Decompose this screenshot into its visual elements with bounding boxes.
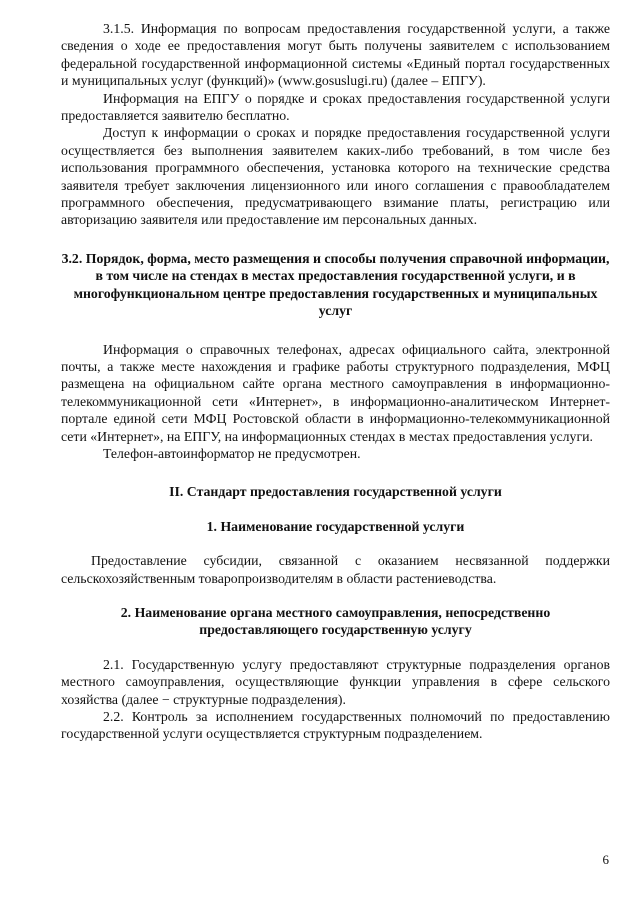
paragraph-info-phones: Информация о справочных телефонах, адресах официального сайта, электронной почты, а также месте нахождения и графике работы структурного подразделения, МФЦ размещена на официальном сайте органа местного самоуправления в информационно-телекоммуникационной сети «Интернет», в информационно-аналитическом Интернет-портале единой сети МФЦ Ростовской области в информационно-телекоммуникационной сети «Интернет», на ЕПГУ, на информационных стендах в местах предоставления услуги. — [61, 341, 610, 444]
paragraph-epgu-free: Информация на ЕПГУ о порядке и сроках предоставления государственной услуги предоставляется заявителю бесплатно. — [61, 90, 610, 124]
paragraph-access: Доступ к информации о сроках и порядке предоставления государственной услуги осуществляется без выполнения заявителем каких-либо требований, в том числе без использования программного обеспечения, установка которого на технические средства заявителя требует заключения лицензионного или иного соглашения с правообладателем программного обеспечения, предусматривающего взимание платы, регистрацию или авторизацию заявителя или предоставление им персональных данных. — [61, 125, 610, 228]
paragraph-2-2: 2.2. Контроль за исполнением государственных полномочий по предоставлению государственной услуги осуществляется структурным подразделением. — [61, 709, 610, 742]
paragraph-service-name: Предоставление субсидии, связанной с оказанием несвязанной поддержки сельскохозяйственным товаропроизводителям в области растениеводства. — [61, 553, 610, 586]
paragraph-2-1: 2.1. Государственную услугу предоставляют структурные подразделения органов местного самоуправления, осуществляющие функции управления в сфере сельского хозяйства (далее − структурные подразделения). — [61, 656, 610, 707]
heading-3-2: 3.2. Порядок, форма, место размещения и способы получения справочной информации, в том числе на стендах в местах предоставления государственной услуги, и в многофункциональном центре предоставления государственных и муниципальных услуг — [61, 250, 610, 319]
heading-section-2: II. Стандарт предоставления государственной услуги — [169, 484, 502, 500]
page-number: 6 — [602, 852, 609, 867]
paragraph-autoinformer: Телефон-автоинформатор не предусмотрен. — [103, 445, 361, 461]
paragraph-3-1-5: 3.1.5. Информация по вопросам предоставления государственной услуги, а также сведения о ходе ее предоставления могут быть получены заявителем с использованием федеральной государственной информационной системы «Единый портал государственных и муниципальных услуг (функций)» (www.gosuslugi.ru) (далее – ЕПГУ). — [61, 21, 610, 89]
document-body — [61, 20, 610, 743]
heading-2-organ: 2. Наименование органа местного самоуправления, непосредственно предоставляющего государственную услугу — [120, 604, 551, 638]
heading-1-service-name: 1. Наименование государственной услуги — [206, 518, 465, 534]
